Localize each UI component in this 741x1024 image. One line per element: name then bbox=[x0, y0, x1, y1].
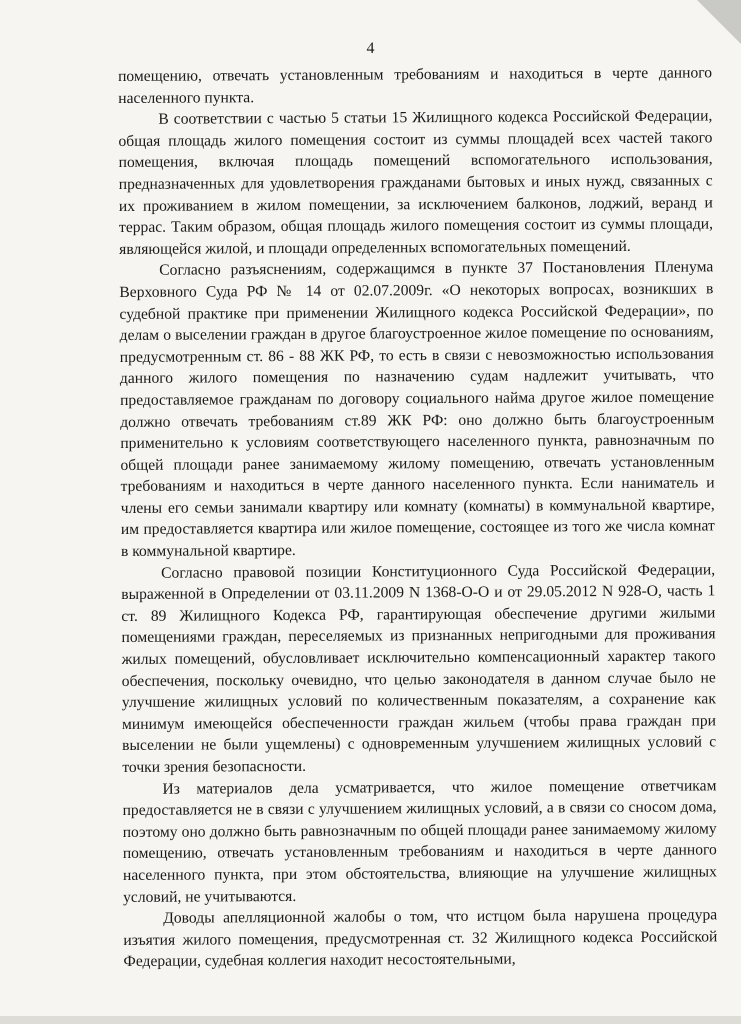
paragraph-supreme-court-plenum: Согласно разъяснениям, содержащимся в пункте 37 Постановления Пленума Верховного Суда РФ № 14 от 02.07.2009г. «О некоторых вопросах, возникших в судебной практике при применении Жилищного кодекса Российской Федерации», по делам о выселении граждан в другое благоустроенное жилое помещение по основаниям, предусмотренным ст. 86 - 88 ЖК РФ, то есть в связи с невозможностью использования данного жилого помещения по назначению судам надлежит учитывать, что предоставляемое гражданам по договору социального найма другое жилое помещение должно отвечать требованиям ст.89 ЖК РФ: оно должно быть благоустроенным применительно к условиям соответствующего населенного пункта, равнозначным по общей площади ранее занимаемому жилому помещению, отвечать установленным требованиям и находиться в черте данного населенного пункта. Если наниматель и члены его семьи занимали квартиру или комнату (комнаты) в коммунальной квартире, им предоставляется квартира или жилое помещение, состоящее из того же числа комнат в коммунальной квартире. bbox=[119, 258, 715, 561]
scan-bottom-edge bbox=[0, 1016, 741, 1024]
paragraph-case-materials: Из материалов дела усматривается, что жилое помещение ответчикам предоставляется не в связи с улучшением жилищных условий, а в связи со сносом дома, поэтому оно должно быть равнозначным по общей площади ранее занимаемому жилому помещению, отвечать установленным требованиям и находиться в черте данного населенного пункта, при этом обстоятельства, влияющие на улучшение жилищных условий, не учитываются. bbox=[122, 776, 717, 906]
paragraph-floor-area: В соответствии с частью 5 статьи 15 Жилищного кодекса Российской Федерации, общая площадь жилого помещения состоит из суммы площадей всех частей такого помещения, включая площадь помещений вспомогательного использования, предназначенных для удовлетворения гражданами бытовых и иных нужд, связанных с их проживанием в жилом помещении, за исключением балконов, лоджий, веранд и террас. Таким образом, общая площадь жилого помещения состоит из суммы площади, являющейся жилой, и площади определенных вспомогательных помещений. bbox=[118, 107, 714, 258]
document-body bbox=[118, 62, 718, 973]
paragraph-appeal-arguments: Доводы апелляционной жалобы о том, что истцом была нарушена процедура изъятия жилого помещения, предусмотренная ст. 32 Жилищного кодекса Российской Федерации, судебная коллегия находит несостоятельными, bbox=[123, 906, 718, 971]
scan-corner-shadow bbox=[697, 0, 741, 44]
page-number: 4 bbox=[366, 40, 375, 57]
paragraph-continuation: помещению, отвечать установленным требованиям и находиться в черте данного населенного пункта. bbox=[118, 64, 713, 107]
paragraph-constitutional-court: Согласно правовой позиции Конституционного Суда Российской Федерации, выраженной в Определении от 03.11.2009 N 1368-О-О и от 29.05.2012 N 928-О, часть 1 ст. 89 Жилищного Кодекса РФ, гарантирующая обеспечение другими жилыми помещениями граждан, переселяемых из признанных непригодными для проживания жилых помещений, обусловливает исключительно компенсационный характер такого обеспечения, поскольку очевидно, что целью законодателя в данном случае было не улучшение жилищных условий по количественным показателям, а сохранение как минимум имеющейся обеспеченности граждан жильем (чтобы права граждан при выселении не были ущемлены) с одновременным улучшением жилищных условий с точки зрения безопасности. bbox=[121, 561, 717, 776]
